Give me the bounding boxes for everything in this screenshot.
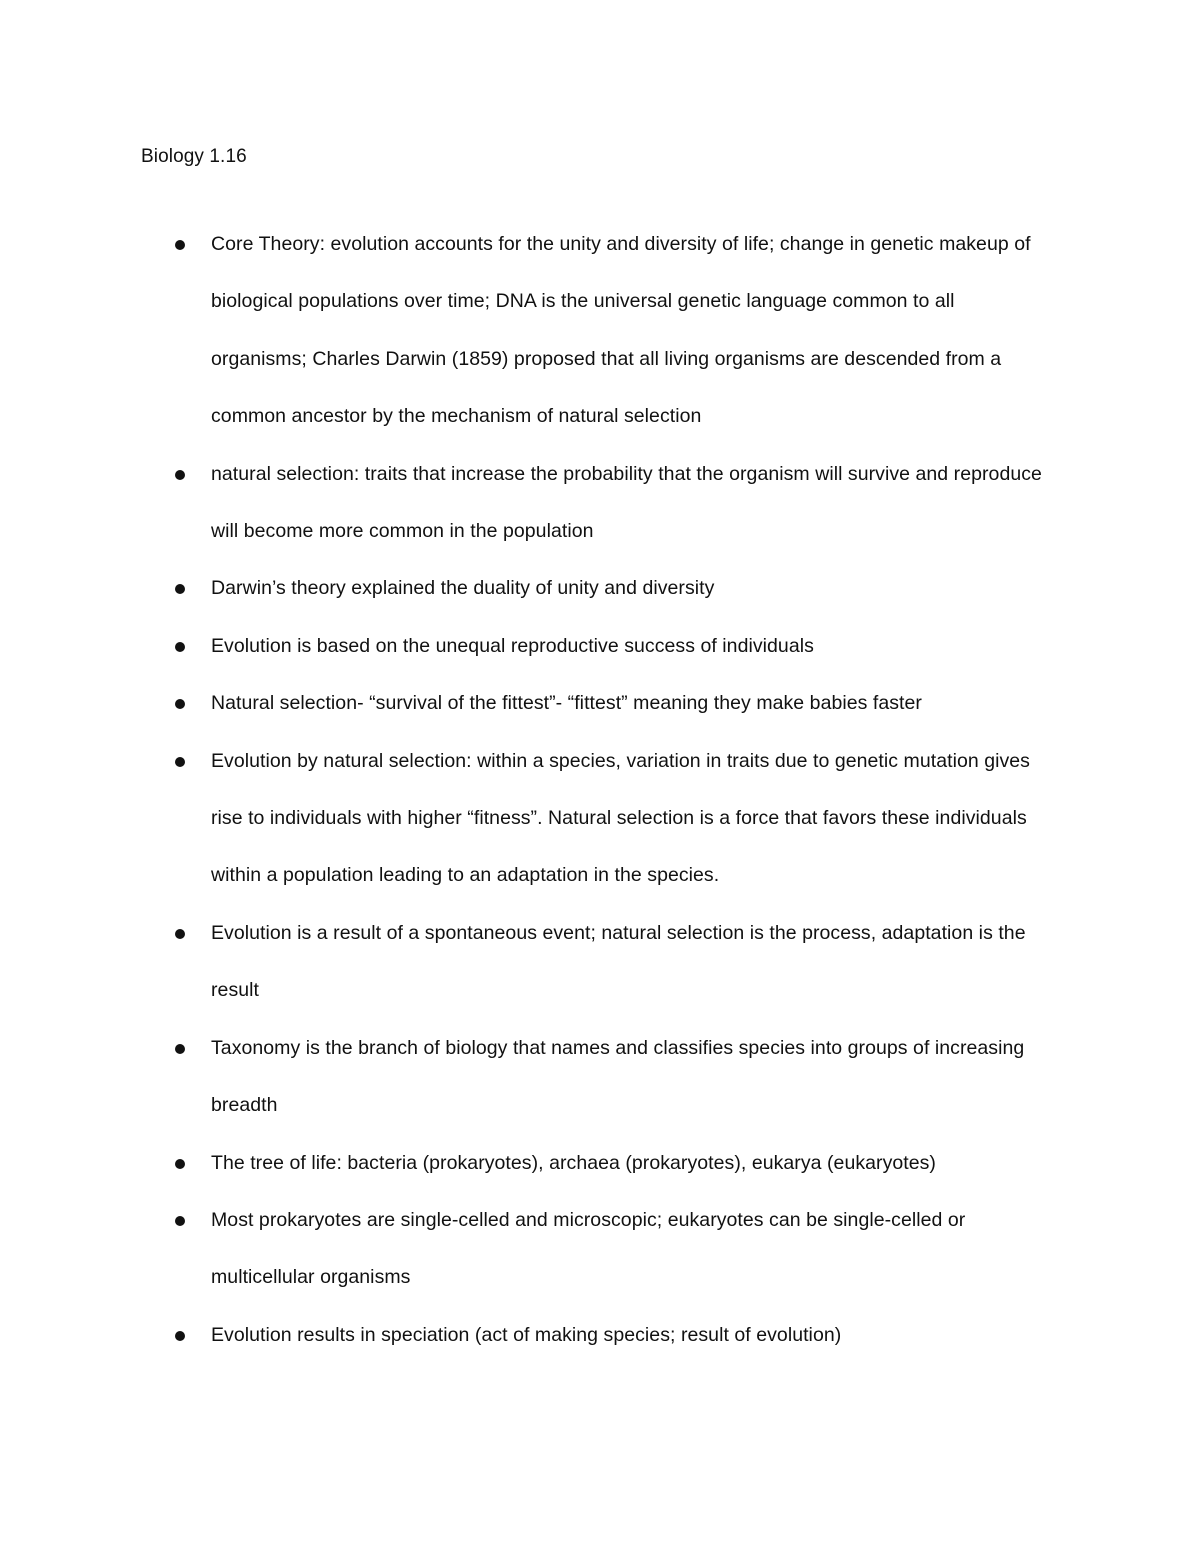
bullet-item: [0, 1020, 1051, 1135]
bullet-text: natural selection: traits that increase the probability that the organism will survive and reproduce will become more common in the population: [211, 462, 1042, 543]
bullet-dot-icon: [175, 642, 185, 652]
bullet-text: Evolution results in speciation (act of making species; result of evolution): [211, 1323, 842, 1346]
bullet-text: Taxonomy is the branch of biology that names and classifies species into groups of increasing breadth: [211, 1036, 1025, 1117]
bullet-dot-icon: [175, 699, 185, 709]
bullet-item: [0, 1192, 1051, 1307]
bullet-item: [0, 446, 1051, 561]
bullet-dot-icon: [175, 584, 185, 594]
bullet-dot-icon: [175, 929, 185, 939]
bullet-item: [0, 733, 1051, 905]
bullet-text: Core Theory: evolution accounts for the unity and diversity of life; change in genetic makeup of biological populations over time; DNA is the universal genetic language common to all organisms; Charles Darwin (1859) proposed that all living organisms are descended from a common ancestor by the mechanism of natural selection: [211, 233, 1031, 428]
bullet-text: Evolution is based on the unequal reproductive success of individuals: [211, 634, 814, 657]
bullet-text: Most prokaryotes are single-celled and microscopic; eukaryotes can be single-celled or multicellular organisms: [211, 1208, 966, 1289]
bullet-item: [0, 216, 1051, 446]
bullet-dot-icon: [175, 1159, 185, 1169]
document-title: Biology 1.16: [141, 146, 247, 167]
bullet-dot-icon: [175, 470, 185, 480]
bullet-dot-icon: [175, 1216, 185, 1226]
bullet-text: Evolution by natural selection: within a species, variation in traits due to genetic mutation gives rise to individuals with higher “fitness”. Natural selection is a force that favors these individuals within a population leading to an adaptation in the species.: [211, 749, 1030, 887]
bullet-item: [0, 560, 1051, 617]
bullet-text: Darwin’s theory explained the duality of unity and diversity: [211, 577, 715, 600]
bullet-item: [0, 905, 1051, 1020]
bullet-item: [0, 1135, 1051, 1192]
bullet-dot-icon: [175, 1044, 185, 1054]
bullet-dot-icon: [175, 757, 185, 767]
bullet-dot-icon: [175, 1331, 185, 1341]
bullet-item: [0, 618, 1051, 675]
bullet-text: The tree of life: bacteria (prokaryotes), archaea (prokaryotes), eukarya (eukaryotes): [211, 1151, 936, 1174]
bullet-text: Natural selection- “survival of the fittest”- “fittest” meaning they make babies faster: [211, 692, 922, 715]
bullet-item: [0, 1307, 1051, 1364]
bullet-item: [0, 675, 1051, 732]
bullet-list: [0, 216, 1200, 1364]
bullet-text: Evolution is a result of a spontaneous event; natural selection is the process, adaptation is the result: [211, 921, 1026, 1002]
bullet-dot-icon: [175, 240, 185, 250]
